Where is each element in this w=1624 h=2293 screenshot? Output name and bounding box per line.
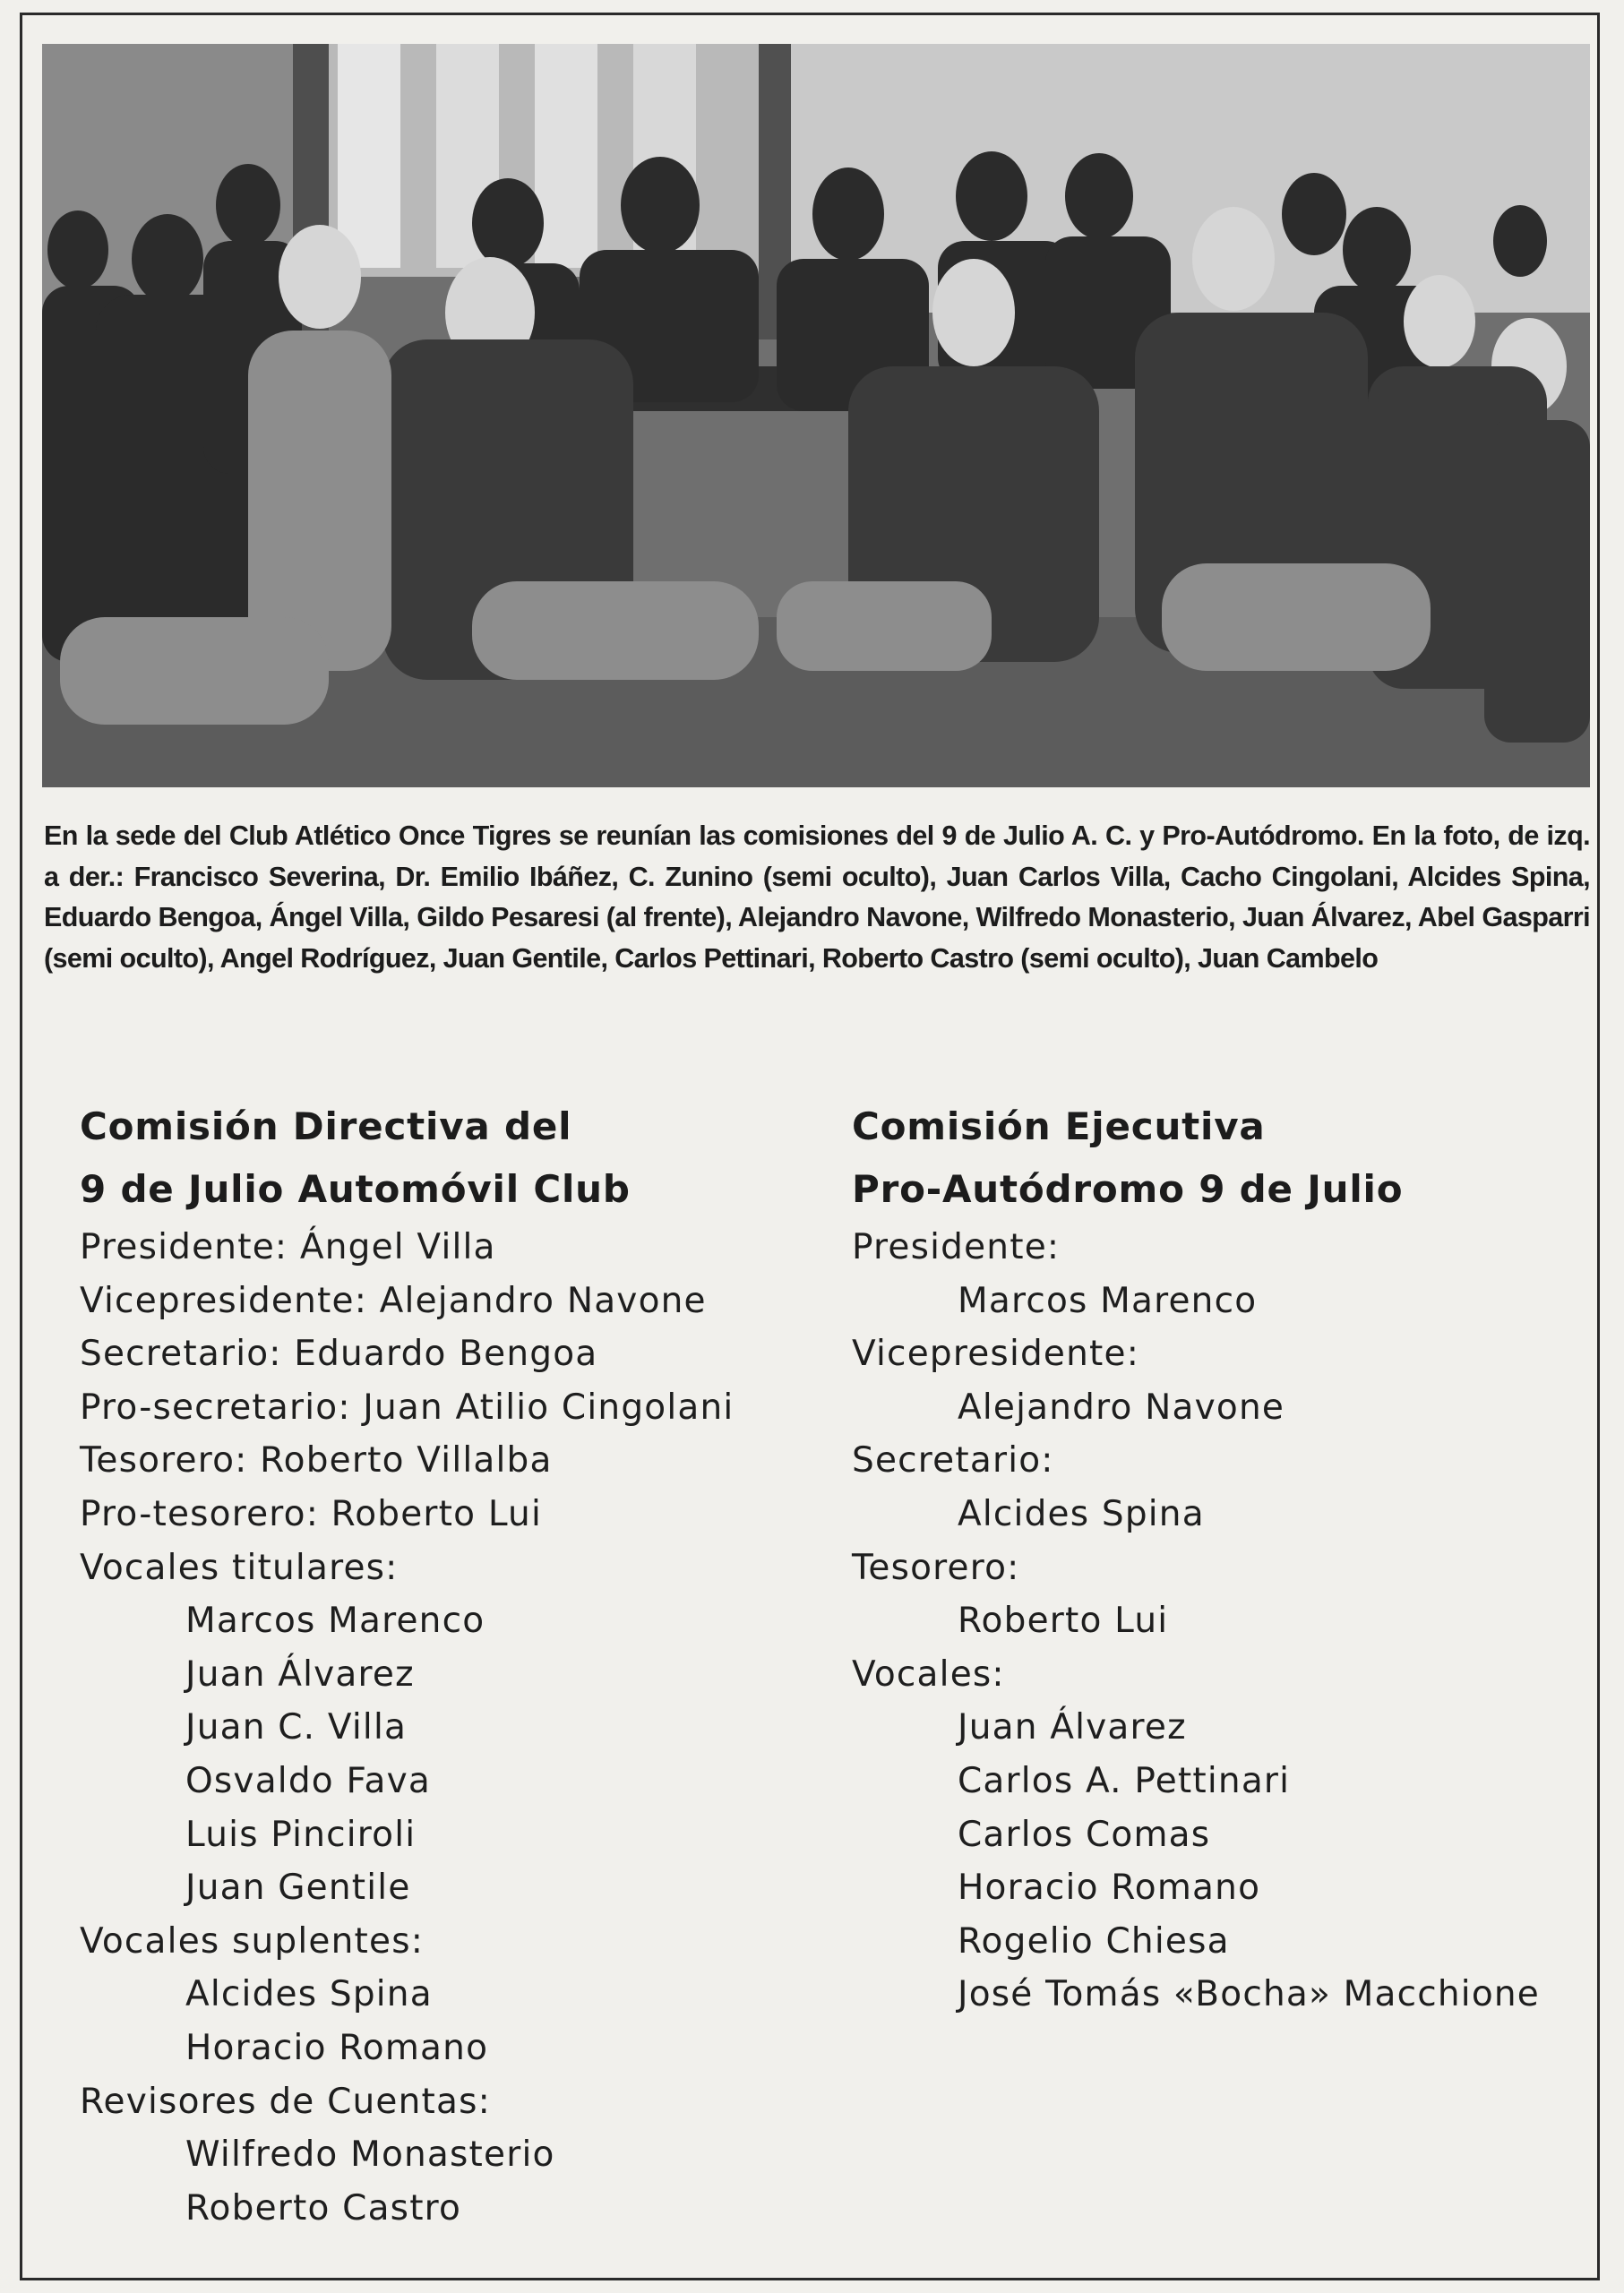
member-name: Wilfredo Monasterio (185, 2134, 555, 2176)
vicepresidente-label: Vicepresidente: (852, 1334, 1140, 1375)
member-name: Horacio Romano (958, 1868, 1261, 1909)
member-name: Marcos Marenco (185, 1601, 485, 1642)
comision-ejecutiva-title-2: Pro-Autódromo 9 de Julio (852, 1167, 1404, 1211)
member-name: Osvaldo Fava (185, 1760, 431, 1801)
page-frame (20, 13, 1600, 2280)
officer: Tesorero: Roberto Villalba (80, 1440, 553, 1481)
meeting-photo (42, 44, 1590, 787)
comision-directiva (80, 1095, 832, 2235)
officer: Secretario: Eduardo Bengoa (80, 1334, 598, 1375)
member-name: Carlos A. Pettinari (958, 1760, 1291, 1801)
vocales-titulares-label: Vocales titulares: (80, 1547, 399, 1588)
comision-ejecutiva (852, 1095, 1604, 2022)
member-name: Roberto Lui (958, 1601, 1169, 1642)
member-name: Luis Pinciroli (185, 1814, 417, 1855)
officer: Vicepresidente: Alejandro Navone (80, 1280, 707, 1321)
comision-directiva-title-2: 9 de Julio Automóvil Club (80, 1167, 631, 1211)
member-name: Carlos Comas (958, 1814, 1211, 1855)
member-name: Juan C. Villa (185, 1707, 408, 1748)
vocales-label: Vocales: (852, 1653, 1005, 1695)
member-name: Juan Álvarez (958, 1707, 1187, 1748)
comision-ejecutiva-title-1: Comisión Ejecutiva (852, 1104, 1266, 1148)
member-name: Juan Gentile (185, 1868, 411, 1909)
member-name: Rogelio Chiesa (958, 1920, 1230, 1962)
vocales-suplentes-label: Vocales suplentes: (80, 1920, 425, 1962)
member-name: Alejandro Navone (958, 1387, 1285, 1428)
photo-caption: En la sede del Club Atlético Once Tigres se reunían las comisiones del 9 de Julio A. C. y Pro-Autódromo. En la foto, de izq. a der.: Francisco Severina, Dr. Emilio Ibáñez, C. Zunino (semi oculto), Juan Carlos Villa, Cacho Cingolani, Alcides Spina, Eduardo Bengoa, Ángel Villa, Gildo Pesaresi (al frente), Alejandro Navone, Wilfredo Monasterio, Juan Álvarez, Abel Gasparri (semi oculto), Angel Rodríguez, Juan Gentile, Carlos Pettinari, Roberto Castro (semi oculto), Juan Cambelo (44, 820, 1590, 974)
member-name: Horacio Romano (185, 2027, 489, 2068)
presidente-label: Presidente: (852, 1227, 1061, 1267)
revisores-label: Revisores de Cuentas: (80, 2081, 491, 2122)
member-name: Juan Álvarez (185, 1653, 415, 1695)
member-name: Roberto Castro (185, 2187, 462, 2229)
comision-directiva-title-1: Comisión Directiva del (80, 1104, 572, 1148)
meeting-photo-illustration (42, 44, 1590, 787)
member-name: Alcides Spina (185, 1974, 433, 2015)
officer: Pro-tesorero: Roberto Lui (80, 1493, 543, 1534)
member-name: Marcos Marenco (958, 1280, 1258, 1321)
member-name: José Tomás «Bocha» Macchione (958, 1974, 1541, 2015)
tesorero-label: Tesorero: (852, 1547, 1020, 1588)
member-name: Alcides Spina (958, 1493, 1205, 1534)
secretario-label: Secretario: (852, 1440, 1054, 1481)
officer: Pro-secretario: Juan Atilio Cingolani (80, 1387, 735, 1428)
officer: Presidente: Ángel Villa (80, 1227, 496, 1267)
